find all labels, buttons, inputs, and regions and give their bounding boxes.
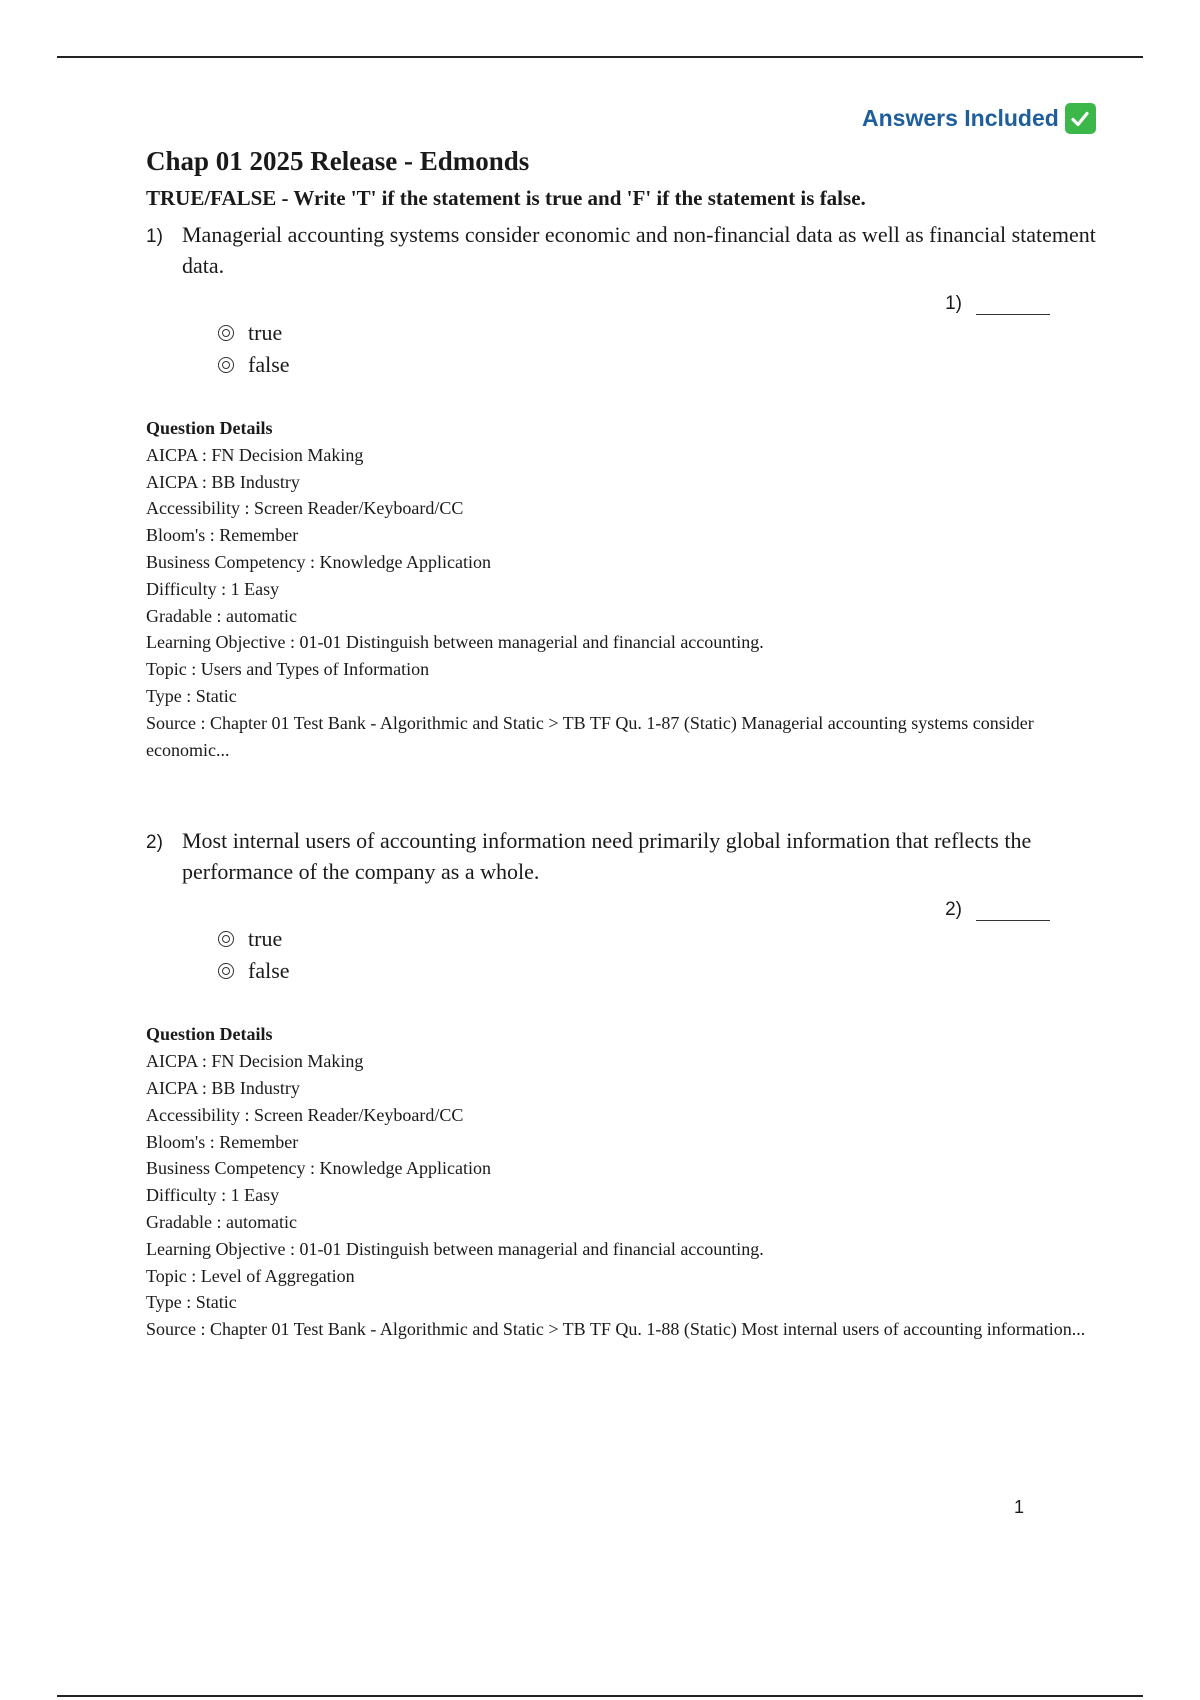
question-text: Managerial accounting systems consider economic and non-financial data as well as financial statement data. [182, 222, 1096, 278]
detail-aicpa-decision: AICPA : FN Decision Making [146, 1051, 364, 1072]
radio-icon[interactable] [218, 357, 234, 373]
details-title: Question Details [146, 418, 273, 438]
answer-blank[interactable] [976, 900, 1050, 921]
question-details [146, 415, 1096, 763]
question-2 [146, 825, 1096, 1343]
detail-accessibility: Accessibility : Screen Reader/Keyboard/CC [146, 1104, 464, 1125]
answer-blank[interactable] [976, 294, 1050, 315]
detail-business-competency: Business Competency : Knowledge Application [146, 551, 491, 572]
option-label: true [248, 320, 283, 345]
question-1 [146, 219, 1096, 763]
question-number: 2) [146, 832, 163, 854]
detail-aicpa-industry: AICPA : BB Industry [146, 1077, 300, 1098]
detail-difficulty: Difficulty : 1 Easy [146, 578, 280, 599]
answer-options [218, 317, 1096, 381]
detail-learning-objective: Learning Objective : 01-01 Distinguish between managerial and financial accounting. [146, 1238, 764, 1259]
question-number: 1) [146, 226, 163, 247]
question-text: Most internal users of accounting information need primarily global information that reflects the performance of the company as a whole. [182, 828, 1032, 885]
option-label: false [248, 958, 290, 984]
radio-icon[interactable] [218, 325, 234, 341]
detail-topic: Topic : Level of Aggregation [146, 1265, 355, 1286]
detail-accessibility: Accessibility : Screen Reader/Keyboard/CC [146, 498, 464, 519]
answer-label: 2) [945, 899, 962, 921]
detail-source: Source : Chapter 01 Test Bank - Algorithmic and Static > TB TF Qu. 1-87 (Static) Managerial accounting systems consider economic... [146, 712, 1034, 760]
option-false[interactable] [218, 955, 1096, 987]
bottom-rule [57, 1695, 1143, 1697]
option-label: true [248, 926, 283, 952]
radio-icon[interactable] [218, 931, 234, 947]
detail-type: Type : Static [146, 685, 237, 706]
answers-included-badge [862, 103, 1096, 134]
option-label: false [248, 352, 290, 377]
option-true[interactable] [218, 317, 1096, 349]
page-number: 1 [1014, 1497, 1025, 1517]
option-true[interactable] [218, 923, 1096, 955]
question-details [146, 1021, 1096, 1343]
detail-source: Source : Chapter 01 Test Bank - Algorithmic and Static > TB TF Qu. 1-88 (Static) Most internal users of accounting information... [146, 1319, 1086, 1340]
top-rule [57, 56, 1143, 58]
answer-slot [146, 285, 1096, 315]
answer-slot [146, 891, 1096, 921]
badge-label: Answers Included [862, 105, 1059, 131]
detail-type: Type : Static [146, 1292, 237, 1313]
document-title: Chap 01 2025 Release - Edmonds [146, 146, 530, 176]
detail-aicpa-industry: AICPA : BB Industry [146, 471, 300, 492]
detail-gradable: Gradable : automatic [146, 1211, 297, 1232]
detail-topic: Topic : Users and Types of Information [146, 659, 430, 680]
option-false[interactable] [218, 349, 1096, 381]
detail-blooms: Bloom's : Remember [146, 525, 299, 546]
radio-icon[interactable] [218, 963, 234, 979]
document-body [146, 143, 1096, 1343]
detail-blooms: Bloom's : Remember [146, 1131, 299, 1152]
detail-gradable: Gradable : automatic [146, 605, 297, 626]
answer-label: 1) [945, 293, 962, 314]
section-instructions: TRUE/FALSE - Write 'T' if the statement is true and 'F' if the statement is false. [146, 186, 866, 210]
detail-learning-objective: Learning Objective : 01-01 Distinguish between managerial and financial accounting. [146, 632, 764, 653]
check-mark-icon [1065, 103, 1096, 134]
details-title: Question Details [146, 1024, 273, 1045]
detail-aicpa-decision: AICPA : FN Decision Making [146, 444, 364, 465]
detail-difficulty: Difficulty : 1 Easy [146, 1185, 280, 1206]
detail-business-competency: Business Competency : Knowledge Application [146, 1158, 491, 1179]
answer-options [218, 923, 1096, 987]
